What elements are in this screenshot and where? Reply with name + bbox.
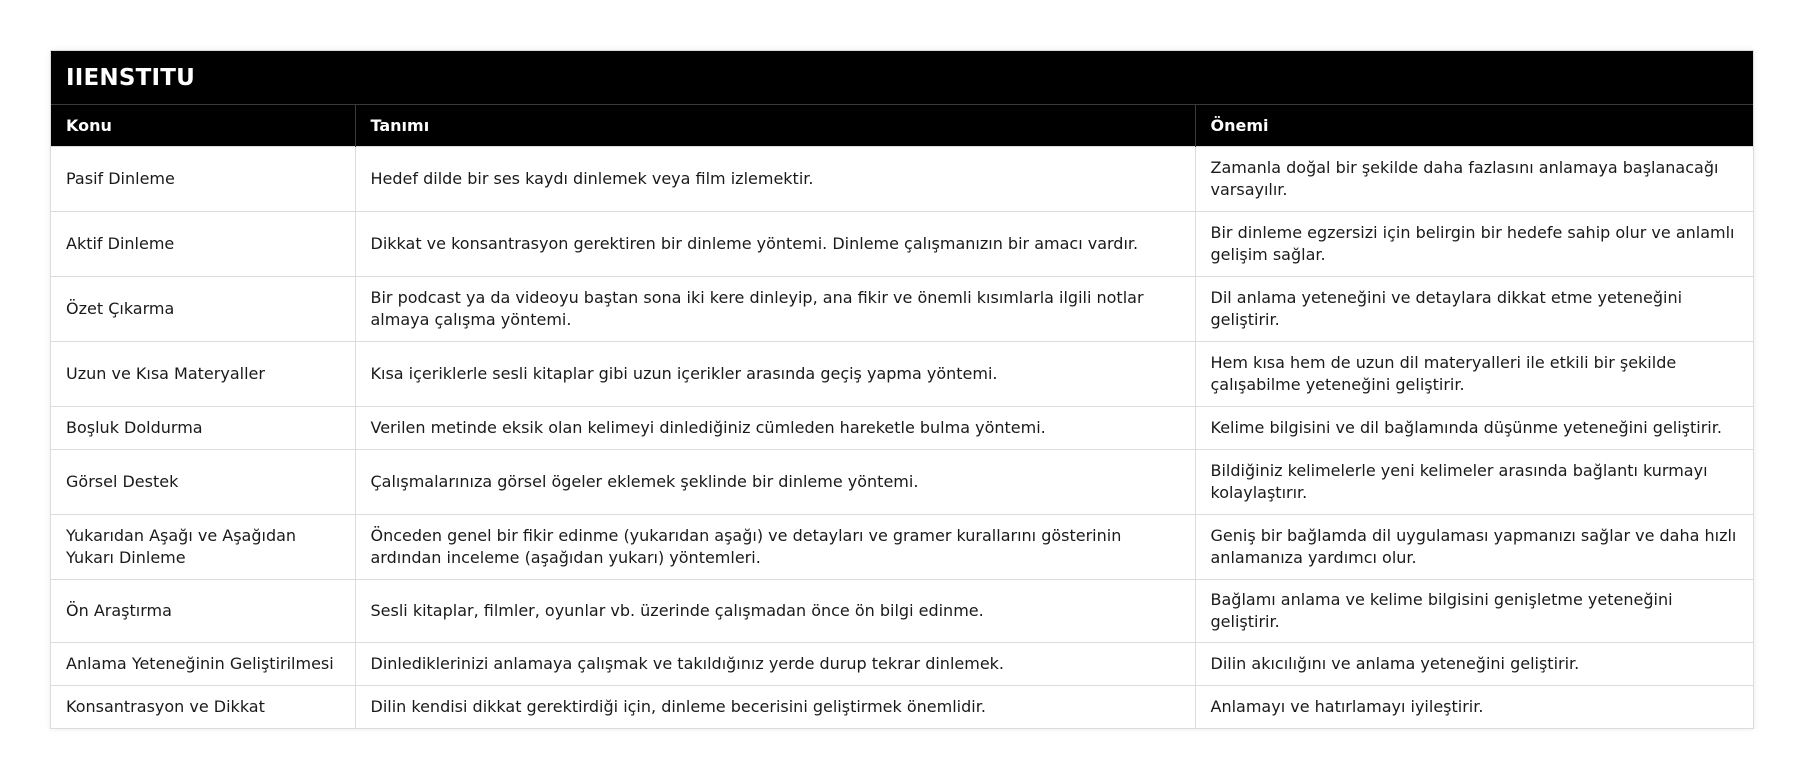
table-title: IIENSTITU bbox=[51, 51, 1753, 104]
table-row bbox=[51, 147, 1753, 212]
cell-onemi: Anlamayı ve hatırlamayı iyileştirir. bbox=[1195, 686, 1753, 729]
cell-konu: Pasif Dinleme bbox=[51, 147, 355, 212]
cell-tanimi: Dilin kendisi dikkat gerektirdiği için, dinleme becerisini geliştirmek önemlidir. bbox=[355, 686, 1195, 729]
table-row bbox=[51, 212, 1753, 277]
cell-konu: Görsel Destek bbox=[51, 450, 355, 515]
cell-onemi: Geniş bir bağlamda dil uygulaması yapmanızı sağlar ve daha hızlı anlamanıza yardımcı olur. bbox=[1195, 515, 1753, 580]
cell-onemi: Dil anlama yeteneğini ve detaylara dikkat etme yeteneğini geliştirir. bbox=[1195, 277, 1753, 342]
cell-tanimi: Dikkat ve konsantrasyon gerektiren bir dinleme yöntemi. Dinleme çalışmanızın bir amacı vardır. bbox=[355, 212, 1195, 277]
table-row bbox=[51, 277, 1753, 342]
cell-tanimi: Hedef dilde bir ses kaydı dinlemek veya film izlemektir. bbox=[355, 147, 1195, 212]
table-row bbox=[51, 407, 1753, 450]
cell-tanimi: Verilen metinde eksik olan kelimeyi dinlediğiniz cümleden hareketle bulma yöntemi. bbox=[355, 407, 1195, 450]
cell-konu: Uzun ve Kısa Materyaller bbox=[51, 342, 355, 407]
cell-onemi: Dilin akıcılığını ve anlama yeteneğini geliştirir. bbox=[1195, 643, 1753, 686]
cell-onemi: Bildiğiniz kelimelerle yeni kelimeler arasında bağlantı kurmayı kolaylaştırır. bbox=[1195, 450, 1753, 515]
cell-tanimi: Dinlediklerinizi anlamaya çalışmak ve takıldığınız yerde durup tekrar dinlemek. bbox=[355, 643, 1195, 686]
cell-konu: Aktif Dinleme bbox=[51, 212, 355, 277]
cell-konu: Yukarıdan Aşağı ve Aşağıdan Yukarı Dinleme bbox=[51, 515, 355, 580]
cell-onemi: Kelime bilgisini ve dil bağlamında düşünme yeteneğini geliştirir. bbox=[1195, 407, 1753, 450]
cell-konu: Özet Çıkarma bbox=[51, 277, 355, 342]
table-row bbox=[51, 450, 1753, 515]
cell-konu: Ön Araştırma bbox=[51, 580, 355, 643]
header-tanimi: Tanımı bbox=[355, 105, 1195, 147]
cell-onemi: Hem kısa hem de uzun dil materyalleri ile etkili bir şekilde çalışabilme yeteneğini geliştirir. bbox=[1195, 342, 1753, 407]
cell-konu: Boşluk Doldurma bbox=[51, 407, 355, 450]
cell-tanimi: Kısa içeriklerle sesli kitaplar gibi uzun içerikler arasında geçiş yapma yöntemi. bbox=[355, 342, 1195, 407]
cell-konu: Konsantrasyon ve Dikkat bbox=[51, 686, 355, 729]
cell-tanimi: Bir podcast ya da videoyu baştan sona iki kere dinleyip, ana fikir ve önemli kısımlarla ilgili notlar almaya çalışma yöntemi. bbox=[355, 277, 1195, 342]
listening-methods-table bbox=[51, 104, 1753, 728]
cell-tanimi: Önceden genel bir fikir edinme (yukarıdan aşağı) ve detayları ve gramer kurallarını gösterinin ardından inceleme (aşağıdan yukarı) yöntemleri. bbox=[355, 515, 1195, 580]
cell-tanimi: Sesli kitaplar, filmler, oyunlar vb. üzerinde çalışmadan önce ön bilgi edinme. bbox=[355, 580, 1195, 643]
table-row bbox=[51, 342, 1753, 407]
cell-tanimi: Çalışmalarınıza görsel ögeler eklemek şeklinde bir dinleme yöntemi. bbox=[355, 450, 1195, 515]
header-onemi: Önemi bbox=[1195, 105, 1753, 147]
header-konu: Konu bbox=[51, 105, 355, 147]
table-header-row bbox=[51, 105, 1753, 147]
cell-onemi: Bir dinleme egzersizi için belirgin bir hedefe sahip olur ve anlamlı gelişim sağlar. bbox=[1195, 212, 1753, 277]
cell-onemi: Bağlamı anlama ve kelime bilgisini genişletme yeteneğini geliştirir. bbox=[1195, 580, 1753, 643]
table-row bbox=[51, 643, 1753, 686]
table-row bbox=[51, 686, 1753, 729]
table-row bbox=[51, 515, 1753, 580]
content-table-card bbox=[50, 50, 1754, 729]
cell-onemi: Zamanla doğal bir şekilde daha fazlasını anlamaya başlanacağı varsayılır. bbox=[1195, 147, 1753, 212]
cell-konu: Anlama Yeteneğinin Geliştirilmesi bbox=[51, 643, 355, 686]
table-row bbox=[51, 580, 1753, 643]
